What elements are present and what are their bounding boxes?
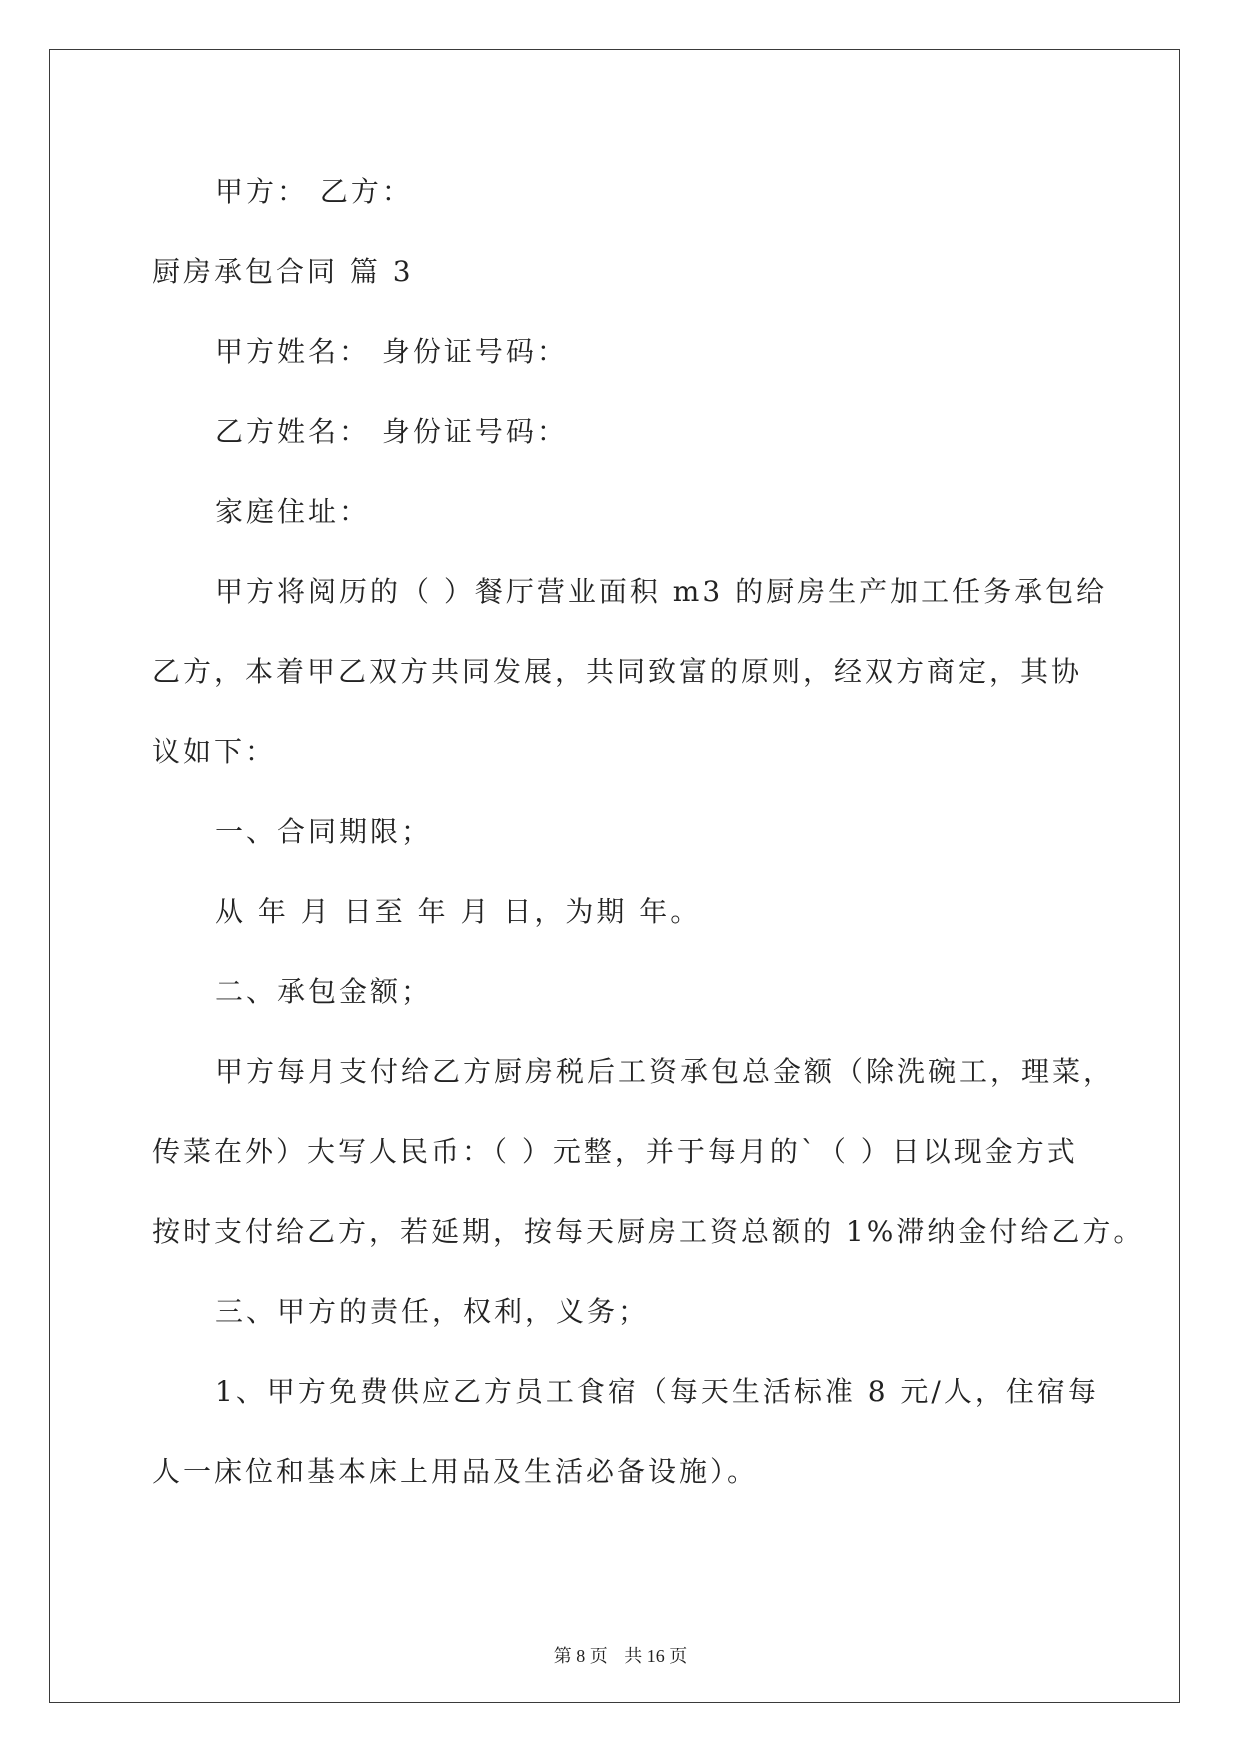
clause-duty-1-line-2: 人一床位和基本床上用品及生活必备设施）。 bbox=[152, 1455, 759, 1488]
clause-heading-term: 一、合同期限； bbox=[215, 815, 433, 848]
paragraph-intro-line-1: 甲方将阅历的（ ）餐厅营业面积 m3 的厨房生产加工任务承包给 bbox=[215, 575, 1108, 608]
clause-term-text: 从 年 月 日至 年 月 日，为期 年。 bbox=[215, 895, 702, 928]
page-number: 第 8 页 bbox=[553, 1646, 608, 1666]
clause-duty-1-line-1: 1、甲方免费供应乙方员工食宿（每天生活标准 8 元/人，住宿每 bbox=[215, 1375, 1099, 1408]
clause-amount-line-1: 甲方每月支付给乙方厨房税后工资承包总金额（除洗碗工，理菜， bbox=[215, 1055, 1115, 1088]
clause-amount-line-3: 按时支付给乙方，若延期，按每天厨房工资总额的 1%滞纳金付给乙方。 bbox=[152, 1215, 1145, 1248]
clause-heading-party-a-duties: 三、甲方的责任，权利，义务； bbox=[215, 1295, 650, 1328]
party-b-name-line: 乙方姓名： 身份证号码： bbox=[215, 415, 568, 448]
party-signature-line: 甲方： 乙方： bbox=[215, 175, 413, 208]
paragraph-intro-line-3: 议如下： bbox=[152, 735, 277, 768]
paragraph-intro-line-2: 乙方，本着甲乙双方共同发展，共同致富的原则，经双方商定，其协 bbox=[152, 655, 1083, 688]
home-address-line: 家庭住址： bbox=[215, 495, 371, 528]
page-total: 共 16 页 bbox=[624, 1646, 688, 1666]
section-title: 厨房承包合同 篇 3 bbox=[152, 255, 414, 288]
party-a-name-line: 甲方姓名： 身份证号码： bbox=[215, 335, 568, 368]
clause-heading-amount: 二、承包金额； bbox=[215, 975, 433, 1008]
page-footer bbox=[0, 1644, 1241, 1668]
clause-amount-line-2: 传菜在外）大写人民币：（ ）元整，并于每月的`（ ）日以现金方式 bbox=[152, 1135, 1078, 1168]
